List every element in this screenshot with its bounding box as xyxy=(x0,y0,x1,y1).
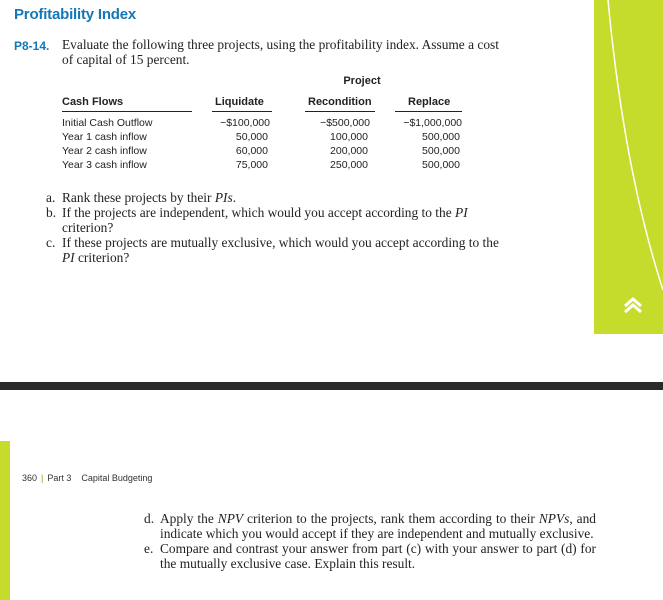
question-item: e. Compare and contrast your answer from part (c) with your answer to part (d) for the mutually exclusive case. Explain this result. xyxy=(144,541,596,571)
double-chevron-up-icon[interactable] xyxy=(622,296,644,314)
table-cell: 100,000 xyxy=(330,131,368,143)
table-cell: 75,000 xyxy=(235,159,268,171)
question-item: a. Rank these projects by their PIs. xyxy=(46,190,237,205)
table-cell: 250,000 xyxy=(330,159,368,171)
table-cell: −$1,000,000 xyxy=(403,117,462,129)
question-item: d. Apply the NPV criterion to the projects, rank them according to their NPVs, and indicate which you would accept if they are independent and mutually exclusive. xyxy=(144,511,597,541)
table-cell: −$100,000 xyxy=(220,117,270,129)
table-cell: 500,000 xyxy=(422,145,460,157)
question-letter: a. xyxy=(46,190,56,205)
question-letter: b. xyxy=(46,205,57,220)
table-row-label: Initial Cash Outflow xyxy=(62,117,153,129)
term: PI xyxy=(62,250,75,265)
band-stripe-decoration xyxy=(594,0,663,334)
footer-separator: | xyxy=(41,473,44,483)
question-letter: e. xyxy=(144,541,154,556)
question-list xyxy=(46,190,511,265)
header-rule xyxy=(395,111,462,112)
table-row-label: Year 2 cash inflow xyxy=(62,145,147,157)
question-letter: c. xyxy=(46,235,56,250)
left-margin-band xyxy=(0,441,10,600)
table-cell: −$500,000 xyxy=(320,117,370,129)
column-header-cash-flows: Cash Flows xyxy=(62,96,124,108)
table-row-label: Year 3 cash inflow xyxy=(62,159,147,171)
question-item: b. If the projects are independent, which would you accept according to the PI criterion? xyxy=(46,205,468,235)
table-row-label: Year 1 cash inflow xyxy=(62,131,147,143)
section-title: Profitability Index xyxy=(14,6,137,23)
footer-part-title: Capital Budgeting xyxy=(81,473,153,483)
question-item: c. If these projects are mutually exclusive, which would you accept according to the PI criterion? xyxy=(46,235,499,265)
column-header-liquidate: Liquidate xyxy=(215,96,264,108)
problem-number: P8-14. xyxy=(14,39,50,53)
project-group-header: Project xyxy=(343,75,381,87)
header-rule xyxy=(305,111,375,112)
problem-text: Evaluate the following three projects, using the profitability index. Assume a cost of capital of 15 percent. xyxy=(62,37,499,67)
table-cell: 60,000 xyxy=(235,145,268,157)
question-list-continued xyxy=(144,511,596,571)
header-rule xyxy=(62,111,192,112)
footer-part: Part 3 xyxy=(47,473,72,483)
table-cell: 500,000 xyxy=(422,159,460,171)
column-header-recondition: Recondition xyxy=(308,96,372,108)
term: NPV xyxy=(217,511,244,526)
header-rule xyxy=(212,111,272,112)
page-footer xyxy=(22,473,152,483)
term: NPVs xyxy=(538,511,570,526)
term: PIs xyxy=(214,190,233,205)
page-number: 360 xyxy=(22,473,38,483)
page-divider xyxy=(0,382,663,390)
term: PI xyxy=(455,205,468,220)
table-cell: 500,000 xyxy=(422,131,460,143)
table-cell: 200,000 xyxy=(330,145,368,157)
column-header-replace: Replace xyxy=(408,96,451,108)
table-cell: 50,000 xyxy=(235,131,268,143)
question-letter: d. xyxy=(144,511,155,526)
